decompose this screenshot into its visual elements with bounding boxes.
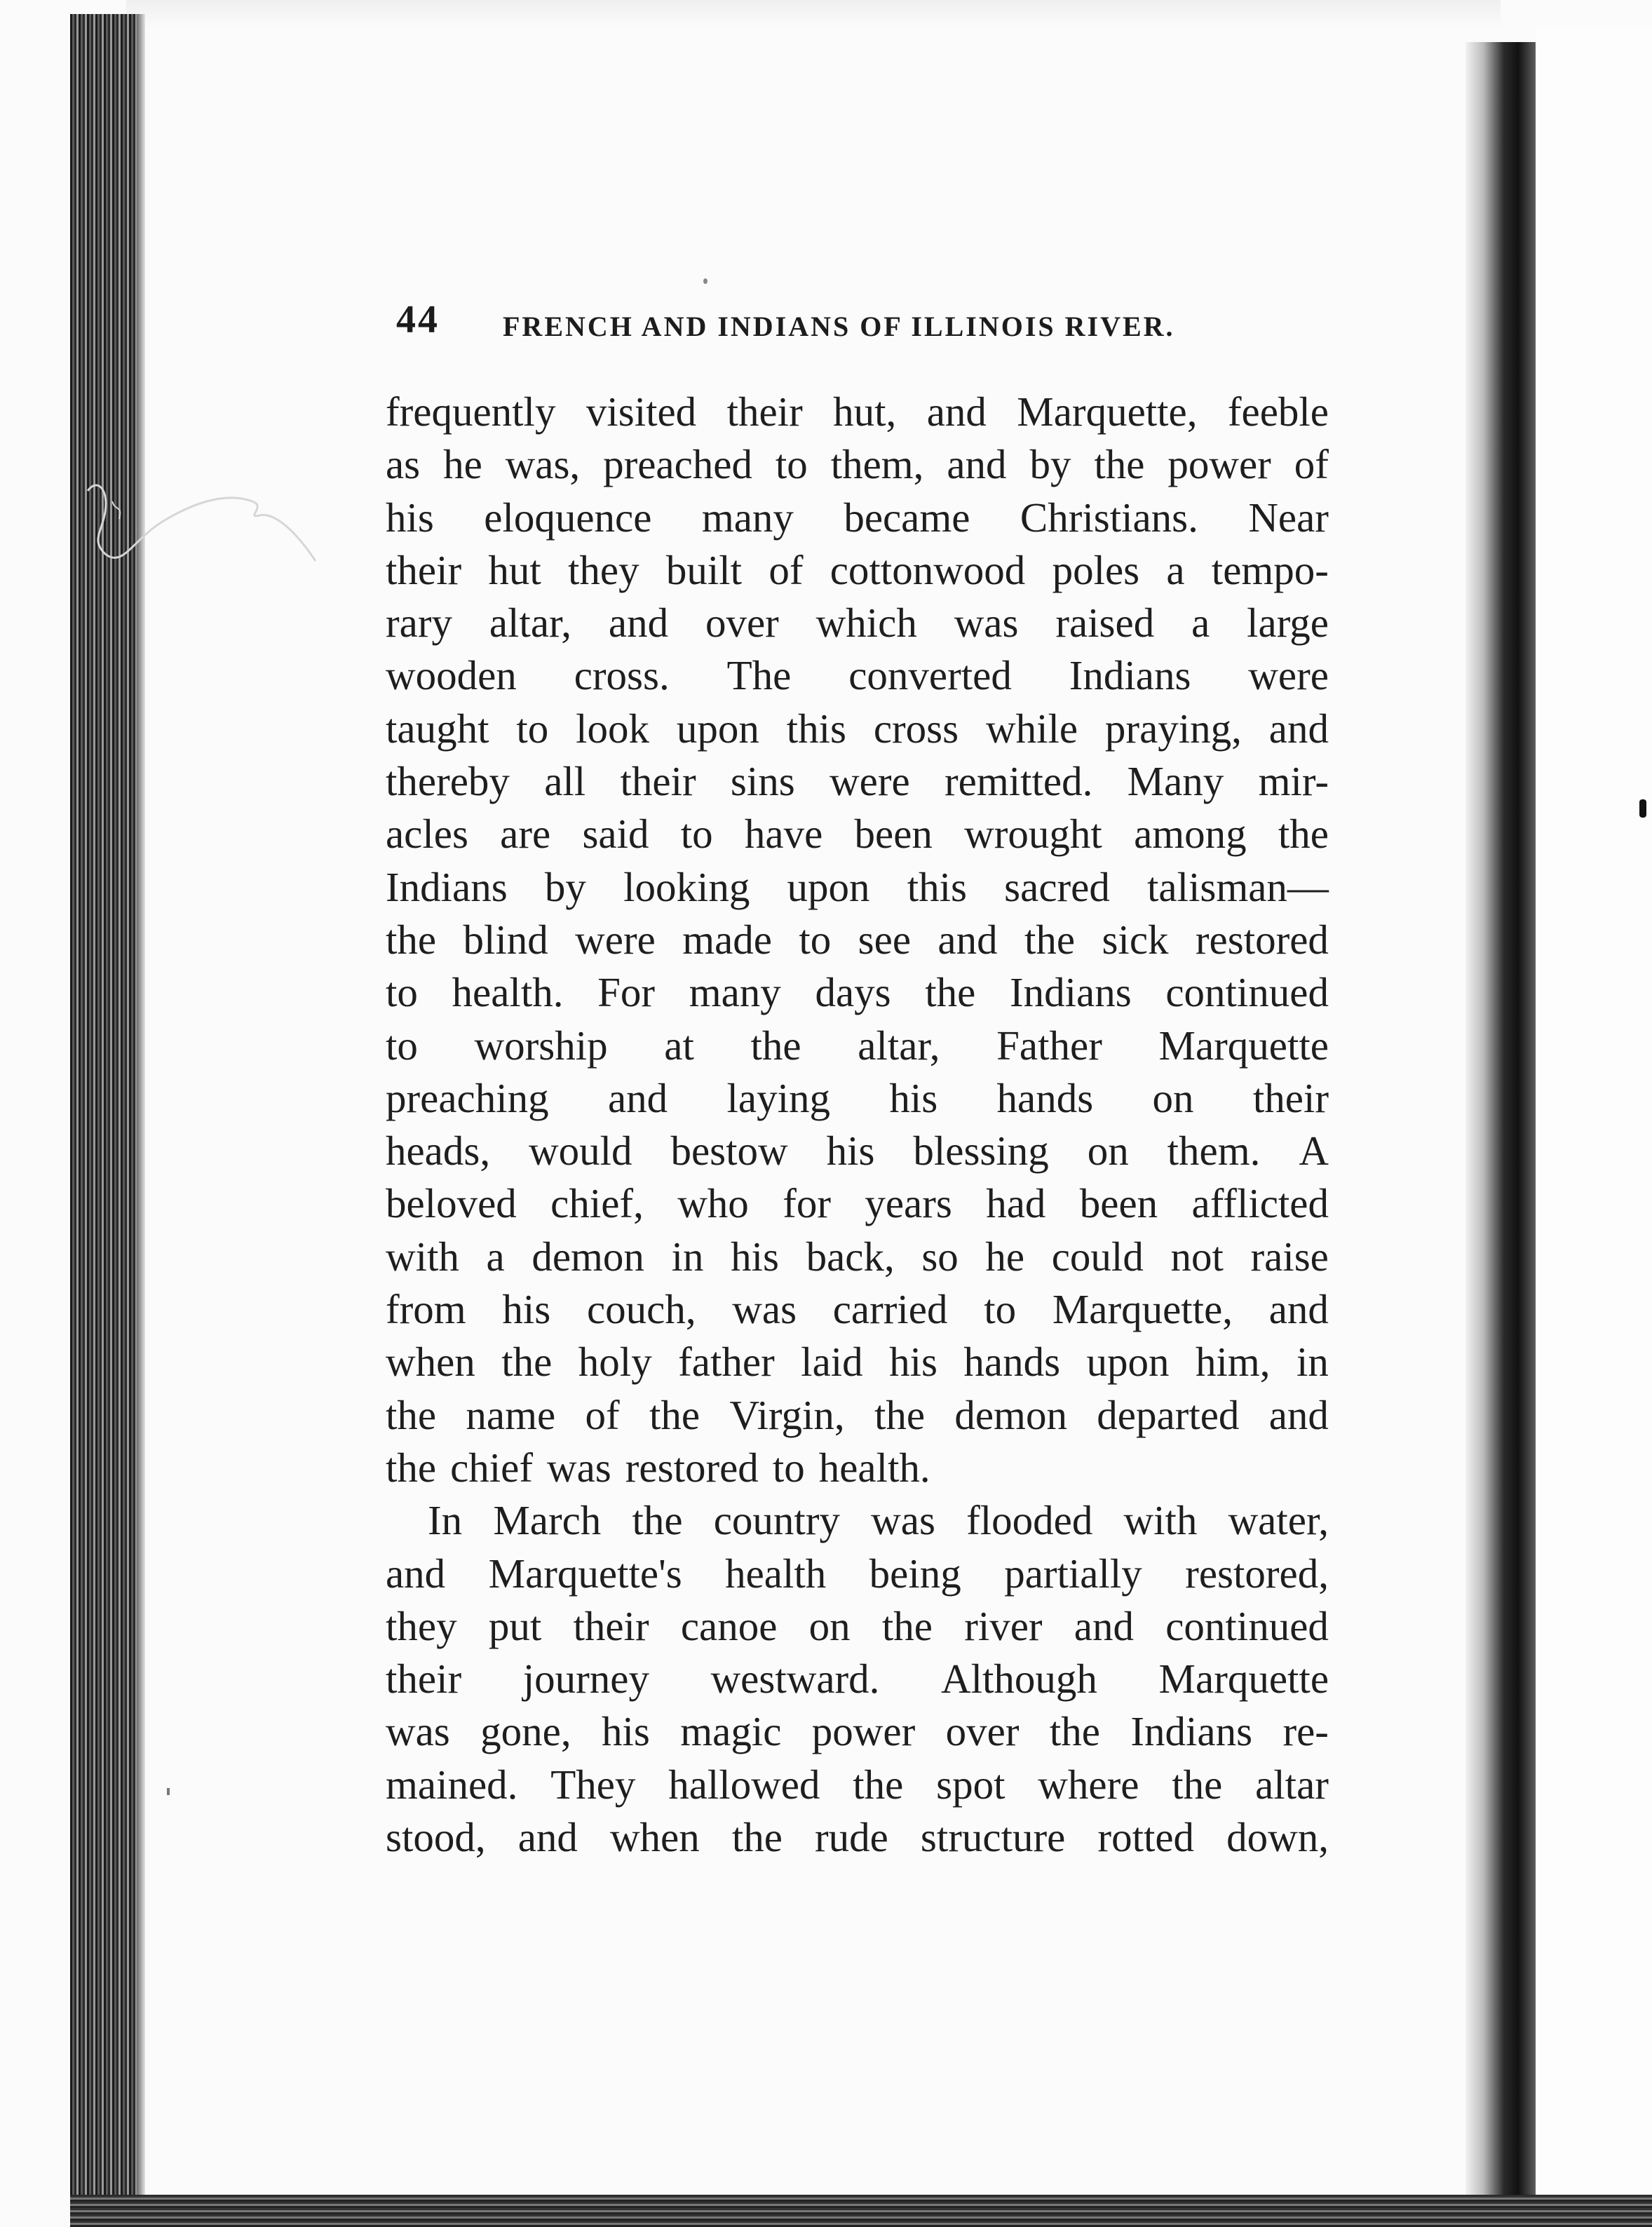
word: and — [1268, 1391, 1329, 1438]
word: water, — [1228, 1497, 1329, 1544]
word: partially — [1004, 1550, 1142, 1597]
word: cross — [873, 705, 959, 752]
word: the — [853, 1761, 904, 1808]
word: back, — [806, 1233, 895, 1280]
word: Indians — [1130, 1708, 1253, 1755]
word: are — [500, 811, 551, 858]
word: couch, — [586, 1286, 696, 1333]
word: of — [585, 1391, 620, 1438]
word: on — [1152, 1074, 1194, 1121]
word: Marquette, — [1052, 1286, 1233, 1333]
word: March — [493, 1497, 602, 1544]
word: upon — [1086, 1339, 1170, 1386]
word: look — [576, 705, 650, 752]
text-line — [386, 1442, 1329, 1494]
word: while — [985, 705, 1078, 752]
word: all — [544, 758, 586, 805]
word: by — [544, 863, 586, 910]
word: blessing — [913, 1128, 1049, 1175]
word: and — [947, 441, 1007, 488]
word: had — [986, 1180, 1046, 1227]
word: mir- — [1258, 758, 1329, 805]
text-line — [386, 1389, 1329, 1442]
word: journey — [522, 1656, 649, 1703]
word: continued — [1165, 1602, 1329, 1649]
word: been — [1079, 1180, 1158, 1227]
word: demon — [954, 1391, 1067, 1438]
word: and — [937, 916, 998, 963]
body-text — [386, 386, 1329, 1963]
word: In — [428, 1497, 463, 1544]
text-line — [386, 1705, 1329, 1758]
word: upon — [676, 705, 759, 752]
word: Marquette — [1158, 1656, 1329, 1703]
word: restored, — [1185, 1550, 1329, 1597]
word: their — [726, 388, 803, 435]
word: to — [516, 705, 549, 752]
word: acles — [386, 811, 468, 858]
word: to — [386, 969, 418, 1016]
word: was — [871, 1497, 935, 1544]
word: The — [726, 652, 792, 699]
word: Christians. — [1020, 494, 1198, 541]
word: sins — [730, 758, 795, 805]
word: hut — [488, 546, 541, 593]
word: frequently — [386, 388, 556, 435]
word: a — [1166, 546, 1185, 593]
word: the — [1094, 441, 1145, 488]
word: on — [808, 1602, 851, 1649]
word: and — [1268, 705, 1329, 752]
word: restored — [625, 1444, 759, 1491]
word: and — [517, 1814, 578, 1861]
word: Indians — [1009, 969, 1132, 1016]
word: could — [1051, 1233, 1144, 1280]
word: hands — [963, 1339, 1061, 1386]
word: the — [386, 1444, 437, 1491]
binding-gutter-shadow — [137, 14, 145, 2223]
word: feeble — [1227, 388, 1329, 435]
word: looking — [623, 863, 750, 910]
word: they — [568, 546, 639, 593]
word: eloquence — [484, 494, 652, 541]
text-line — [386, 966, 1329, 1019]
word: a — [486, 1233, 505, 1280]
book-binding-left — [70, 14, 137, 2223]
word: Marquette's — [488, 1550, 682, 1597]
word: with — [1123, 1497, 1198, 1544]
ink-dot — [167, 1788, 170, 1795]
text-line — [386, 914, 1329, 966]
word: put — [488, 1602, 542, 1649]
word: their — [386, 546, 462, 593]
text-line — [386, 1283, 1329, 1336]
word: cottonwood — [830, 546, 1026, 593]
word: carried — [832, 1286, 948, 1333]
text-line — [386, 1548, 1329, 1600]
word: with — [386, 1233, 459, 1280]
word: to — [799, 916, 832, 963]
word: among — [1134, 811, 1247, 858]
word: Virgin, — [729, 1391, 845, 1438]
word: re- — [1282, 1708, 1329, 1755]
text-line — [386, 1811, 1329, 1864]
word: were — [1248, 652, 1329, 699]
word: chief, — [550, 1180, 644, 1227]
word: sacred — [1004, 863, 1110, 910]
word: For — [597, 969, 656, 1016]
word: him, — [1195, 1339, 1271, 1386]
word: not — [1170, 1233, 1224, 1280]
word: many — [701, 494, 794, 541]
word: father — [678, 1339, 775, 1386]
word: days — [815, 969, 891, 1016]
text-line — [386, 1494, 1329, 1547]
text-line — [386, 1072, 1329, 1125]
word: the — [1172, 1761, 1223, 1808]
word: name — [466, 1391, 556, 1438]
word: in — [671, 1233, 704, 1280]
word: on — [1087, 1128, 1129, 1175]
word: talisman— — [1147, 863, 1329, 910]
word: Near — [1248, 494, 1329, 541]
word: their — [620, 758, 696, 805]
word: to — [984, 1286, 1017, 1333]
word: worship — [474, 1022, 608, 1069]
text-line — [386, 1600, 1329, 1653]
word: westward. — [710, 1656, 880, 1703]
word: was — [547, 1444, 611, 1491]
word: would — [529, 1128, 632, 1175]
word: his — [386, 494, 434, 541]
word: restored — [1195, 916, 1329, 963]
text-line — [386, 386, 1329, 438]
word: see — [858, 916, 912, 963]
word: bestow — [670, 1128, 788, 1175]
word: praying, — [1104, 705, 1242, 752]
word: so — [921, 1233, 959, 1280]
word: at — [664, 1022, 694, 1069]
word: large — [1247, 600, 1329, 647]
word: rude — [815, 1814, 888, 1861]
word: as — [386, 441, 421, 488]
word: sick — [1102, 916, 1169, 963]
word: said — [582, 811, 649, 858]
text-line — [386, 1759, 1329, 1811]
word: became — [844, 494, 970, 541]
word: chief — [450, 1444, 534, 1491]
word: which — [815, 600, 917, 647]
adjacent-page-sliver — [1536, 28, 1652, 2195]
word: holy — [578, 1339, 652, 1386]
word: from — [386, 1286, 466, 1333]
word: his — [889, 1339, 937, 1386]
word: magic — [680, 1708, 782, 1755]
word: he — [443, 441, 482, 488]
word: hut, — [833, 388, 897, 435]
word: altar — [1255, 1761, 1329, 1808]
word: Marquette — [1158, 1022, 1329, 1069]
word: were — [830, 758, 910, 805]
word: laid — [801, 1339, 863, 1386]
word: his — [601, 1708, 650, 1755]
page-fore-edge-shadow — [1465, 42, 1536, 2195]
top-page-shadow — [126, 0, 1501, 28]
word: them. — [1167, 1128, 1261, 1175]
word: spot — [936, 1761, 1006, 1808]
word: Father — [996, 1022, 1102, 1069]
word: was, — [505, 441, 581, 488]
word: Indians — [386, 863, 508, 910]
word: to — [386, 1022, 418, 1069]
word: raised — [1055, 600, 1155, 647]
word: They — [550, 1761, 636, 1808]
word: his — [889, 1074, 938, 1121]
text-line — [386, 649, 1329, 702]
word: their — [386, 1656, 462, 1703]
word: departed — [1097, 1391, 1240, 1438]
word: for — [783, 1180, 831, 1227]
word: the — [750, 1022, 801, 1069]
word: afflicted — [1191, 1180, 1329, 1227]
word: rary — [386, 600, 452, 647]
word: mained. — [386, 1761, 518, 1808]
text-line — [386, 755, 1329, 808]
word: the — [881, 1602, 933, 1649]
word: the — [1278, 811, 1329, 858]
word: hallowed — [668, 1761, 820, 1808]
word: demon — [532, 1233, 644, 1280]
text-line — [386, 861, 1329, 914]
word: hands — [996, 1074, 1094, 1121]
word: beloved — [386, 1180, 517, 1227]
word: by — [1029, 441, 1071, 488]
word: Many — [1127, 758, 1224, 805]
word: was — [732, 1286, 797, 1333]
word: power — [811, 1708, 916, 1755]
word: down, — [1226, 1814, 1329, 1861]
word: the — [386, 1391, 437, 1438]
text-line — [386, 1177, 1329, 1230]
word: the — [731, 1814, 783, 1861]
word: they — [386, 1602, 457, 1649]
page-number: 44 — [396, 298, 440, 341]
word: gone, — [480, 1708, 571, 1755]
word: of — [769, 546, 804, 593]
word: were — [575, 916, 656, 963]
word: upon — [787, 863, 870, 910]
word: converted — [848, 652, 1012, 699]
word: laying — [726, 1074, 830, 1121]
word: power — [1167, 441, 1271, 488]
word: to — [680, 811, 713, 858]
word: Indians — [1069, 652, 1191, 699]
ink-speck — [1639, 799, 1646, 818]
word: was — [386, 1708, 450, 1755]
word: and — [1074, 1602, 1134, 1649]
word: made — [682, 916, 772, 963]
text-line — [386, 1020, 1329, 1072]
word: and — [386, 1550, 446, 1597]
word: and — [607, 1074, 668, 1121]
word: heads, — [386, 1128, 491, 1175]
word: and — [1268, 1286, 1329, 1333]
word: tempo- — [1211, 546, 1329, 593]
word: the — [386, 916, 437, 963]
word: and — [926, 388, 987, 435]
word: canoe — [680, 1602, 778, 1649]
word: their — [1252, 1074, 1329, 1121]
word: health. — [452, 969, 564, 1016]
ink-dot — [703, 278, 707, 284]
word: remitted. — [944, 758, 1093, 805]
text-line — [386, 544, 1329, 597]
word: altar, — [489, 600, 572, 647]
word: his — [502, 1286, 551, 1333]
word: the — [1024, 916, 1076, 963]
word: to — [775, 441, 808, 488]
word: the — [874, 1391, 926, 1438]
word: river — [964, 1602, 1043, 1649]
word: when — [386, 1339, 475, 1386]
word: poles — [1052, 546, 1140, 593]
word: cross. — [574, 652, 670, 699]
word: he — [985, 1233, 1025, 1280]
word: them, — [830, 441, 924, 488]
word: of — [1294, 441, 1329, 488]
word: have — [744, 811, 823, 858]
word: years — [865, 1180, 952, 1227]
word: health. — [818, 1444, 930, 1491]
word: altar, — [858, 1022, 940, 1069]
word: to — [772, 1444, 805, 1491]
word: over — [945, 1708, 1020, 1755]
word: taught — [386, 705, 489, 752]
word: the — [1049, 1708, 1100, 1755]
word: thereby — [386, 758, 510, 805]
word: this — [907, 863, 967, 910]
text-line — [386, 597, 1329, 649]
word: where — [1038, 1761, 1139, 1808]
text-line — [386, 1336, 1329, 1388]
text-line — [386, 1653, 1329, 1705]
word: Marquette, — [1017, 388, 1198, 435]
book-bottom-edge — [70, 2195, 1652, 2227]
word: many — [689, 969, 781, 1016]
word: wooden — [386, 652, 517, 699]
word: health — [725, 1550, 827, 1597]
text-line — [386, 808, 1329, 860]
word: country — [713, 1497, 840, 1544]
word: stood, — [386, 1814, 486, 1861]
word: visited — [585, 388, 697, 435]
word: flooded — [966, 1497, 1093, 1544]
word: over — [705, 600, 779, 647]
word: rotted — [1097, 1814, 1195, 1861]
word: in — [1296, 1339, 1329, 1386]
text-line — [386, 438, 1329, 491]
word: this — [786, 705, 846, 752]
word: his — [826, 1128, 875, 1175]
word: A — [1299, 1128, 1329, 1175]
word: Although — [941, 1656, 1097, 1703]
word: continued — [1165, 969, 1329, 1016]
word: built — [665, 546, 743, 593]
word: preached — [603, 441, 752, 488]
word: being — [869, 1550, 961, 1597]
word: a — [1191, 600, 1210, 647]
word: wrought — [964, 811, 1102, 858]
word: his — [731, 1233, 779, 1280]
word: the — [632, 1497, 683, 1544]
word: the — [501, 1339, 553, 1386]
text-line — [386, 1231, 1329, 1283]
text-line — [386, 1125, 1329, 1177]
word: was — [954, 600, 1019, 647]
word: the — [649, 1391, 700, 1438]
word: been — [854, 811, 933, 858]
word: their — [573, 1602, 649, 1649]
running-head — [396, 298, 1322, 345]
word: structure — [920, 1814, 1066, 1861]
word: preaching — [386, 1074, 549, 1121]
running-head-title: FRENCH AND INDIANS OF ILLINOIS RIVER. — [503, 311, 1175, 342]
word: who — [677, 1180, 749, 1227]
word: blind — [463, 916, 548, 963]
word: when — [609, 1814, 700, 1861]
word: and — [608, 600, 669, 647]
pencil-scribble-mark — [84, 463, 337, 603]
text-line — [386, 703, 1329, 755]
word: the — [925, 969, 976, 1016]
word: raise — [1250, 1233, 1329, 1280]
text-line — [386, 492, 1329, 544]
